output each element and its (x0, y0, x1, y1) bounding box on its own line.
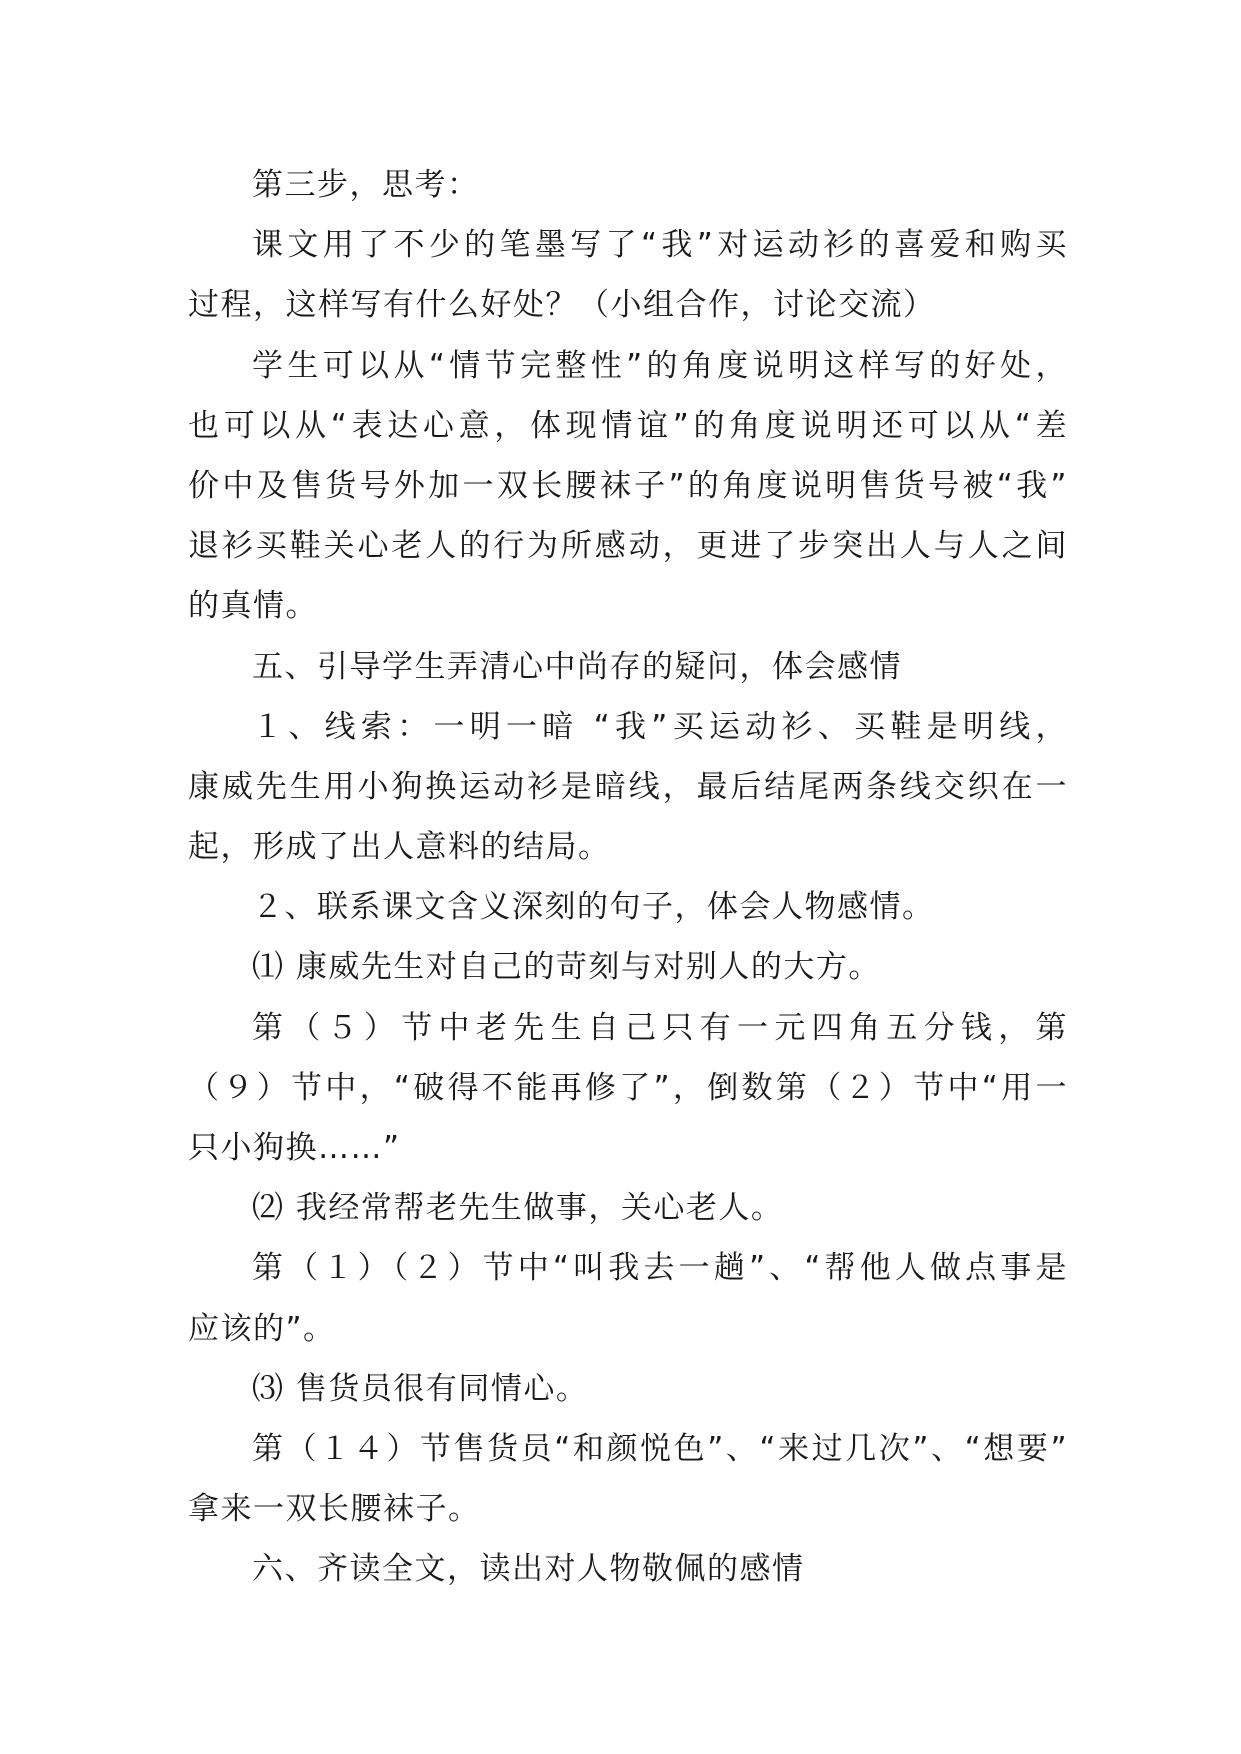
paragraph-line: 退衫买鞋关心老人的行为所感动，更进了步突出人与人之间 (188, 528, 1068, 565)
paragraph-line: 的真情。 (188, 588, 318, 625)
list-item: ⑴ 康威先生对自己的苛刻与对别人的大方。 (252, 949, 881, 986)
paragraph-line: 过程，这样写有什么好处？（小组合作，讨论交流） (188, 287, 936, 324)
step-heading: 第三步，思考： (252, 167, 480, 203)
paragraph-line: 第（５）节中老先生自己只有一元四角五分钱，第 (252, 1009, 1068, 1046)
list-item: ⑶ 售货员很有同情心。 (252, 1370, 589, 1407)
section-heading: 六、齐读全文，读出对人物敬佩的感情 (252, 1551, 805, 1588)
paragraph-line: 第（１）（２）节中“叫我去一趟”、“帮他人做点事是 (252, 1250, 1068, 1287)
paragraph-line: 第（１４）节售货员“和颜悦色”、“来过几次”、“想要” (252, 1430, 1068, 1467)
list-item: ⑵ 我经常帮老先生做事，关心老人。 (252, 1190, 784, 1227)
section-heading: 五、引导学生弄清心中尚存的疑问，体会感情 (252, 648, 902, 685)
document-body (188, 155, 1068, 1600)
subsection-heading: ２、联系课文含义深刻的句子，体会人物感情。 (252, 889, 935, 926)
paragraph-line: （９）节中，“破得不能再修了”，倒数第（２）节中“用一 (188, 1069, 1068, 1106)
paragraph-line: 拿来一双长腰袜子。 (188, 1491, 481, 1528)
paragraph-line: 只小狗换……” (188, 1130, 401, 1166)
paragraph-line: 康威先生用小狗换运动衫是暗线，最后结尾两条线交织在一 (188, 768, 1068, 805)
paragraph-line: 也可以从“表达心意，体现情谊”的角度说明还可以从“差 (188, 407, 1068, 444)
paragraph-line: 应该的”。 (188, 1310, 336, 1347)
paragraph-line: １、线索：一明一暗 “我”买运动衫、买鞋是明线， (252, 708, 1068, 745)
paragraph-line: 学生可以从“情节完整性”的角度说明这样写的好处， (252, 347, 1068, 384)
paragraph-line: 课文用了不少的笔墨写了“我”对运动衫的喜爱和购买 (252, 227, 1068, 264)
paragraph-line: 价中及售货号外加一双长腰袜子”的角度说明售货号被“我” (188, 467, 1068, 504)
paragraph-line: 起，形成了出人意料的结局。 (188, 829, 611, 866)
